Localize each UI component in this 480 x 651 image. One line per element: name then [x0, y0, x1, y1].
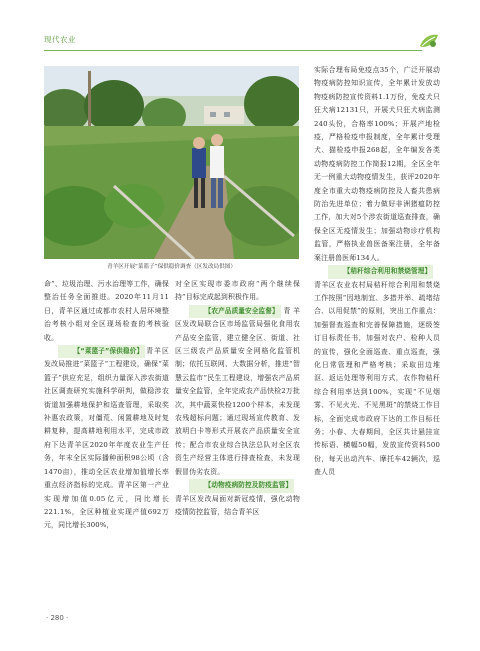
- text-column-3: [314, 64, 440, 480]
- paragraph-lead: 青: [314, 280, 322, 289]
- section-title: 现代农业: [44, 35, 76, 44]
- section-heading: 【农产品质量安全监督】: [189, 305, 281, 318]
- paragraph: 实际合理布局免疫点35个，广泛开展动物疫病防控知识宣传，全年累计发放动物疫病防控宣传资料1.1万份，免疫犬只狂犬病12131只，开展犬只狂犬病监测240头份，合格率100%；开展产地检疫，严格检疫申报制度，全年累计受理犬、猫检疫申报268起，全年编发各类动物疫病防控工作简报12期，全区全年无一例重大动物疫情发生，获评2020年度全市重大动物疫病防控及人畜共患病防治先进单位；着力做好非洲猪瘟防控工作，加大对5个涉农街道巡查排查，确保全区无疫情发生；加强动物诊疗机构监管，严格执业兽医备案注册，全年备案注册兽医师134人。: [314, 66, 440, 262]
- paragraph: 对全区实现市委市政府“两个继续保持”目标完成起到积极作用。: [175, 280, 300, 302]
- paragraph: [314, 265, 440, 480]
- paragraph: [44, 345, 169, 533]
- paragraph-lead: 青羊区: [145, 347, 169, 356]
- paragraph: 命”、垃圾治理、污水治理等工作，确保整治任务全面推进。2020年11月11日，青羊区通过成都市农村人居环境整治考核小组对全区现场检查的考核验收。: [44, 280, 169, 342]
- paragraph-body: 发改局推进“菜篮子”工程建设，确保“菜篮子”供应充足，组织力量深入涉农街道社区调查研究实施科学研判，做稳涉农街道加强耕地保护和巡查管理，采取奖补惠农政策，对僵荒、闲置耕地及时复耕复种，提高耕地利用水平，完成市政府下达青羊区2020年年度农业生产任务，年末全区实际播种面积98公顷（含1470亩），推动全区农业增加值增长率重点经济指标的完成。青羊区第一产业实现增加值0.05亿元，同比增长221.1%，全区种植业实现产值692万元，同比增长300%，: [44, 360, 169, 530]
- paragraph-lead: 青: [175, 494, 183, 503]
- text-column-1: [44, 278, 169, 533]
- paragraph-body: 发改局联合区市场监管局强化食用农产品安全监管，建立健全区、街道、社区三级农产品质量安全网格化监管机制；依托互联网、大数据分析，推进“智慧云监市”民生工程建设，增强农产品质量安全监管，全年完成农产品快检2万批次，其中蔬菜快检1200个样本，未发现农残超标问题；通过现场宣传教育、发放明白卡等形式开展农产品质量安全宣传；配合市农业综合执法总队对全区农资生产经营主体进行排查检查，未发现假冒伪劣农资。: [175, 320, 300, 476]
- paragraph-body: 羊区农业农村局秸秆综合利用和禁烧工作按照“因地制宜、多措并举、疏堵结合、以用促禁”的原则，突出工作重点：加强督查巡查和完善保障措施，逐级签订目标责任书，加强对农户、检种人员的宣传，强化全面巡查、重点巡查，强化日常管理和严格考核；采取田边堆沤、返运处理等利用方式，农作物秸秆综合利用率达到100%，实现“不见烟雾、不见火光、不见黑斑”的禁烧工作目标，全面完成市政府下达的工作目标任务；小春、大春期间，全区共计悬挂宣传标语、横幅50幅，发放宣传资料500份，每天出动汽车、摩托车42辆次，巡查人员: [314, 280, 440, 477]
- header-rule: [44, 50, 422, 51]
- section-heading: 【“菜篮子”保供稳价】: [58, 345, 145, 358]
- paragraph-body: 羊区发改局面对新冠疫情，强化动物疫情防控监管，结合青羊区: [175, 494, 300, 516]
- section-heading: 【动物疫病防控及防疫监管】: [189, 479, 294, 492]
- section-heading: 【秸秆综合利用和禁烧管理】: [328, 265, 433, 278]
- leaf-logo-icon: [418, 32, 440, 50]
- paragraph: [175, 479, 300, 519]
- paragraph: [175, 305, 300, 479]
- page-number: · 280 ·: [46, 614, 69, 622]
- photo-caption: 青羊区开展“菜篮子”保供稳价调查（区发改局供图）: [107, 264, 236, 270]
- paragraph-lead: 青羊区: [175, 306, 300, 329]
- field-photo: [44, 66, 299, 259]
- page-header: [0, 22, 480, 52]
- text-column-2: [175, 278, 300, 519]
